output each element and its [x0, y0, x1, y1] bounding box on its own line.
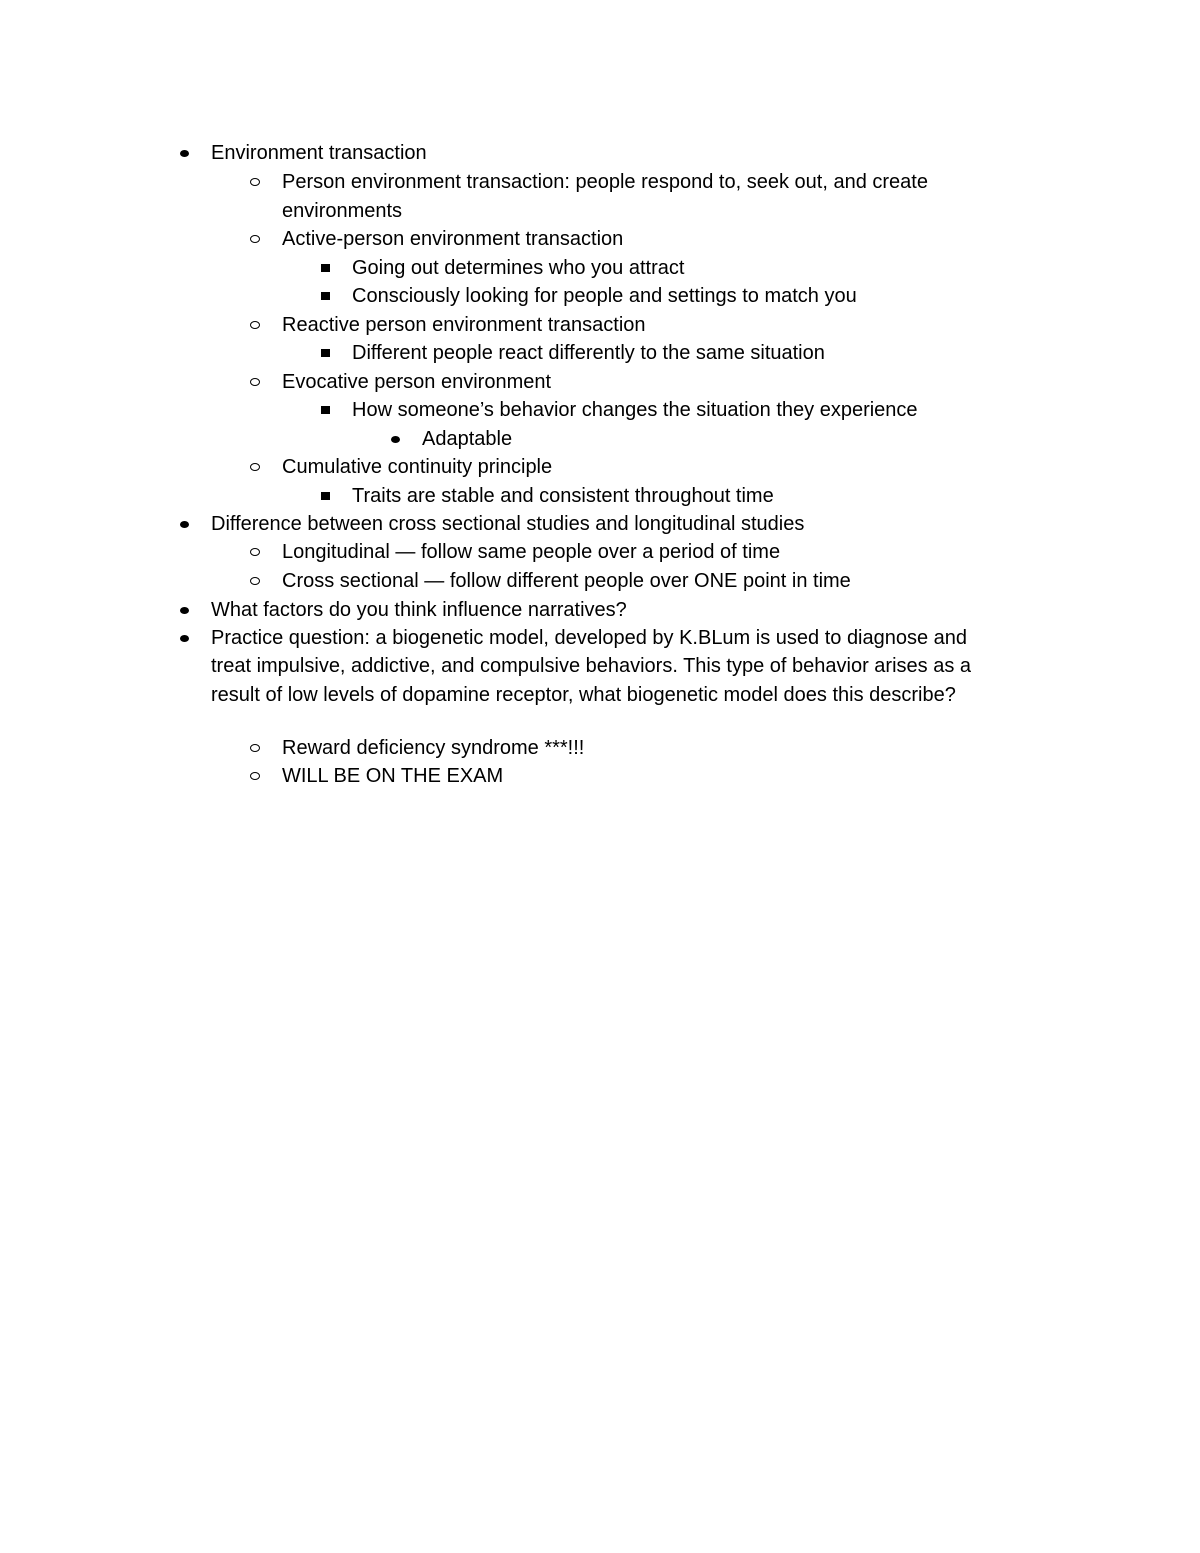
list-item-text: environments	[282, 200, 403, 222]
bullet-disc-icon	[177, 139, 191, 168]
bullet-disc-icon	[388, 425, 402, 454]
list-item-text: Evocative person environment	[282, 371, 552, 393]
list-item-text: Practice question: a biogenetic model, developed by K.BLum is used to diagnose and	[211, 627, 968, 649]
list-item-text: treat impulsive, addictive, and compulsive behaviors. This type of behavior arises as a	[211, 655, 972, 677]
bullet-circle-icon	[248, 538, 262, 567]
bullet-disc-icon	[177, 624, 191, 653]
list-item-text: Traits are stable and consistent throughout time	[352, 485, 774, 507]
bullet-circle-icon	[248, 453, 262, 482]
list-item-text: Different people react differently to the same situation	[352, 342, 825, 364]
bullet-square-icon	[318, 254, 332, 283]
list-item-text: WILL BE ON THE EXAM	[282, 765, 504, 787]
list-item-text: Reward deficiency syndrome ***!!!	[282, 737, 585, 759]
list-item-text: Adaptable	[422, 428, 513, 450]
bullet-circle-icon	[248, 734, 262, 763]
list-item-text: What factors do you think influence narratives?	[211, 599, 627, 621]
list-item-text: How someone’s behavior changes the situation they experience	[352, 399, 918, 421]
bullet-square-icon	[318, 482, 332, 511]
bullet-circle-icon	[248, 762, 262, 791]
bullet-square-icon	[318, 396, 332, 425]
bullet-circle-icon	[248, 168, 262, 197]
bullet-disc-icon	[177, 510, 191, 539]
bullet-circle-icon	[248, 368, 262, 397]
list-item-text: Consciously looking for people and settings to match you	[352, 285, 857, 307]
list-item-text: Environment transaction	[211, 142, 427, 164]
list-item-text: Longitudinal — follow same people over a period of time	[282, 541, 781, 563]
list-item-text: Person environment transaction: people respond to, seek out, and create	[282, 171, 928, 193]
list-item-text: Going out determines who you attract	[352, 257, 685, 279]
bullet-square-icon	[318, 282, 332, 311]
bullet-disc-icon	[177, 596, 191, 625]
list-item-text: Active-person environment transaction	[282, 228, 624, 250]
bullet-square-icon	[318, 339, 332, 368]
bullet-circle-icon	[248, 225, 262, 254]
list-item-text: Difference between cross sectional studies and longitudinal studies	[211, 513, 805, 535]
list-item-text: Cross sectional — follow different people over ONE point in time	[282, 570, 851, 592]
list-item-text: Reactive person environment transaction	[282, 314, 646, 336]
list-item-text: result of low levels of dopamine receptor, what biogenetic model does this describe?	[211, 684, 956, 706]
bullet-circle-icon	[248, 567, 262, 596]
bullet-circle-icon	[248, 311, 262, 340]
list-item-text: Cumulative continuity principle	[282, 456, 553, 478]
